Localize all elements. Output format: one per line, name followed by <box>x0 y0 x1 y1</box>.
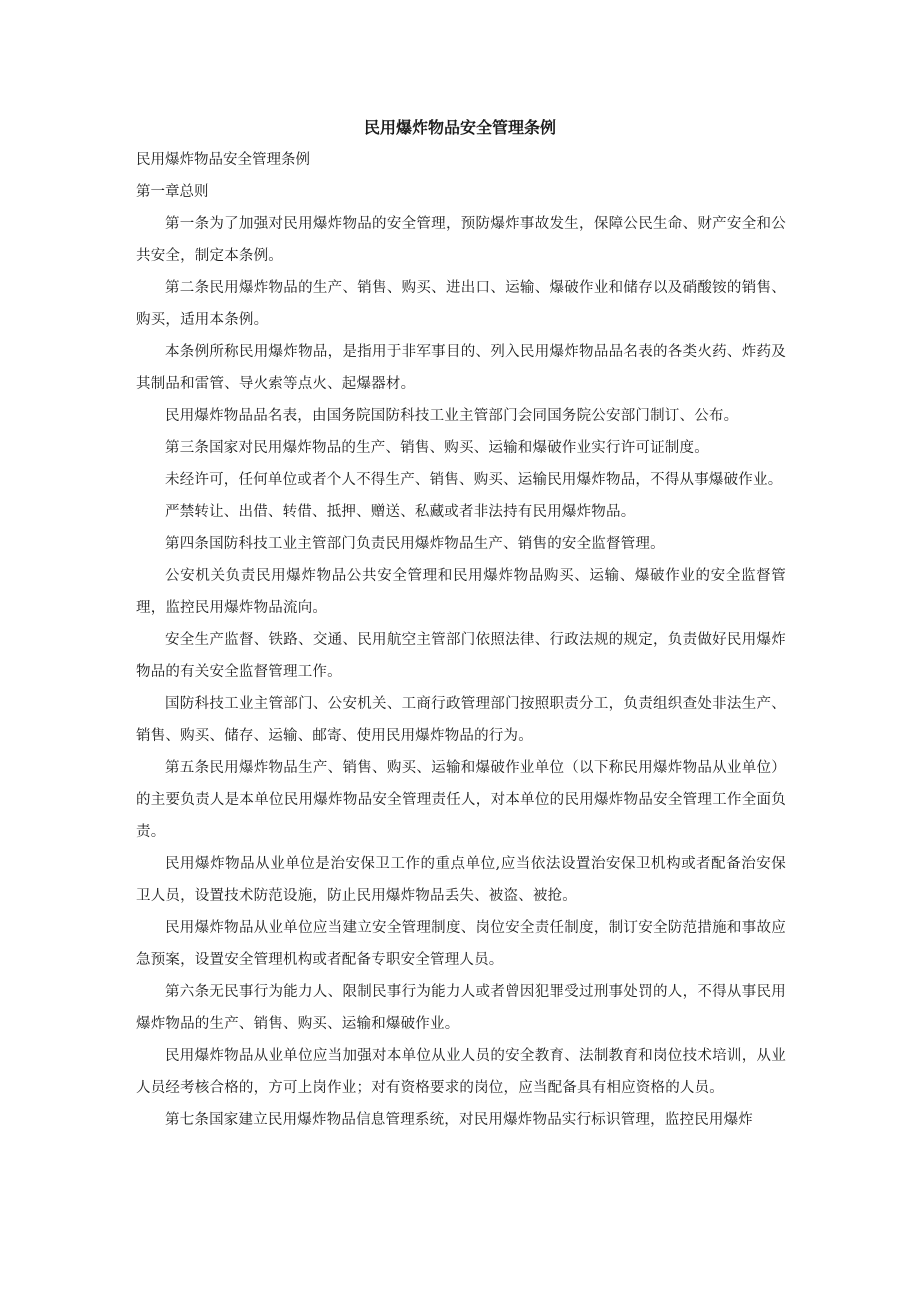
chapter-heading: 第一章总则 <box>136 184 209 200</box>
paragraph: 第五条民用爆炸物品生产、销售、购买、运输和爆破作业单位（以下称民用爆炸物品从业单位）的主要负责人是本单位民用爆炸物品安全管理责任人，对本单位的民用爆炸物品安全管理工作全面负责。 <box>136 760 786 840</box>
paragraph: 民用爆炸物品从业单位应当建立安全管理制度、岗位安全责任制度，制订安全防范措施和事故应急预案，设置安全管理机构或者配备专职安全管理人员。 <box>136 920 786 968</box>
paragraph: 未经许可，任何单位或者个人不得生产、销售、购买、运输民用爆炸物品，不得从事爆破作业。 <box>165 472 783 488</box>
paragraph: 严禁转让、出借、转借、抵押、赠送、私藏或者非法持有民用爆炸物品。 <box>165 504 636 520</box>
paragraph: 公安机关负责民用爆炸物品公共安全管理和民用爆炸物品购买、运输、爆破作业的安全监督管理，监控民用爆炸物品流向。 <box>136 568 786 616</box>
paragraph: 民用爆炸物品品名表，由国务院国防科技工业主管部门会同国务院公安部门制订、公布。 <box>165 408 739 424</box>
paragraph: 民用爆炸物品从业单位应当加强对本单位从业人员的安全教育、法制教育和岗位技术培训，从业人员经考核合格的，方可上岗作业；对有资格要求的岗位，应当配备具有相应资格的人员。 <box>136 1048 786 1096</box>
paragraph: 第六条无民事行为能力人、限制民事行为能力人或者曾因犯罪受过刑事处罚的人，不得从事民用爆炸物品的生产、销售、购买、运输和爆破作业。 <box>136 984 786 1032</box>
paragraph: 国防科技工业主管部门、公安机关、工商行政管理部门按照职责分工，负责组织查处非法生产、销售、购买、储存、运输、邮寄、使用民用爆炸物品的行为。 <box>136 696 786 744</box>
paragraph: 第七条国家建立民用爆炸物品信息管理系统，对民用爆炸物品实行标识管理，监控民用爆炸 <box>165 1112 753 1128</box>
paragraph: 第三条国家对民用爆炸物品的生产、销售、购买、运输和爆破作业实行许可证制度。 <box>165 440 709 456</box>
document-title: 民用爆炸物品安全管理条例 <box>363 118 556 137</box>
paragraph: 安全生产监督、铁路、交通、民用航空主管部门依照法律、行政法规的规定，负责做好民用爆炸物品的有关安全监督管理工作。 <box>136 632 786 680</box>
paragraph: 第四条国防科技工业主管部门负责民用爆炸物品生产、销售的安全监督管理。 <box>165 536 665 552</box>
document-body <box>136 208 786 1136</box>
document-subtitle: 民用爆炸物品安全管理条例 <box>136 152 310 168</box>
paragraph: 民用爆炸物品从业单位是治安保卫工作的重点单位,应当依法设置治安保卫机构或者配备治安保卫人员，设置技术防范设施，防止民用爆炸物品丢失、被盗、被抢。 <box>136 856 786 904</box>
paragraph: 本条例所称民用爆炸物品，是指用于非军事目的、列入民用爆炸物品品名表的各类火药、炸药及其制品和雷管、导火索等点火、起爆器材。 <box>136 344 786 392</box>
paragraph: 第二条民用爆炸物品的生产、销售、购买、进出口、运输、爆破作业和储存以及硝酸铵的销售、购买，适用本条例。 <box>136 280 786 328</box>
paragraph: 第一条为了加强对民用爆炸物品的安全管理，预防爆炸事故发生，保障公民生命、财产安全和公共安全，制定本条例。 <box>136 216 786 264</box>
